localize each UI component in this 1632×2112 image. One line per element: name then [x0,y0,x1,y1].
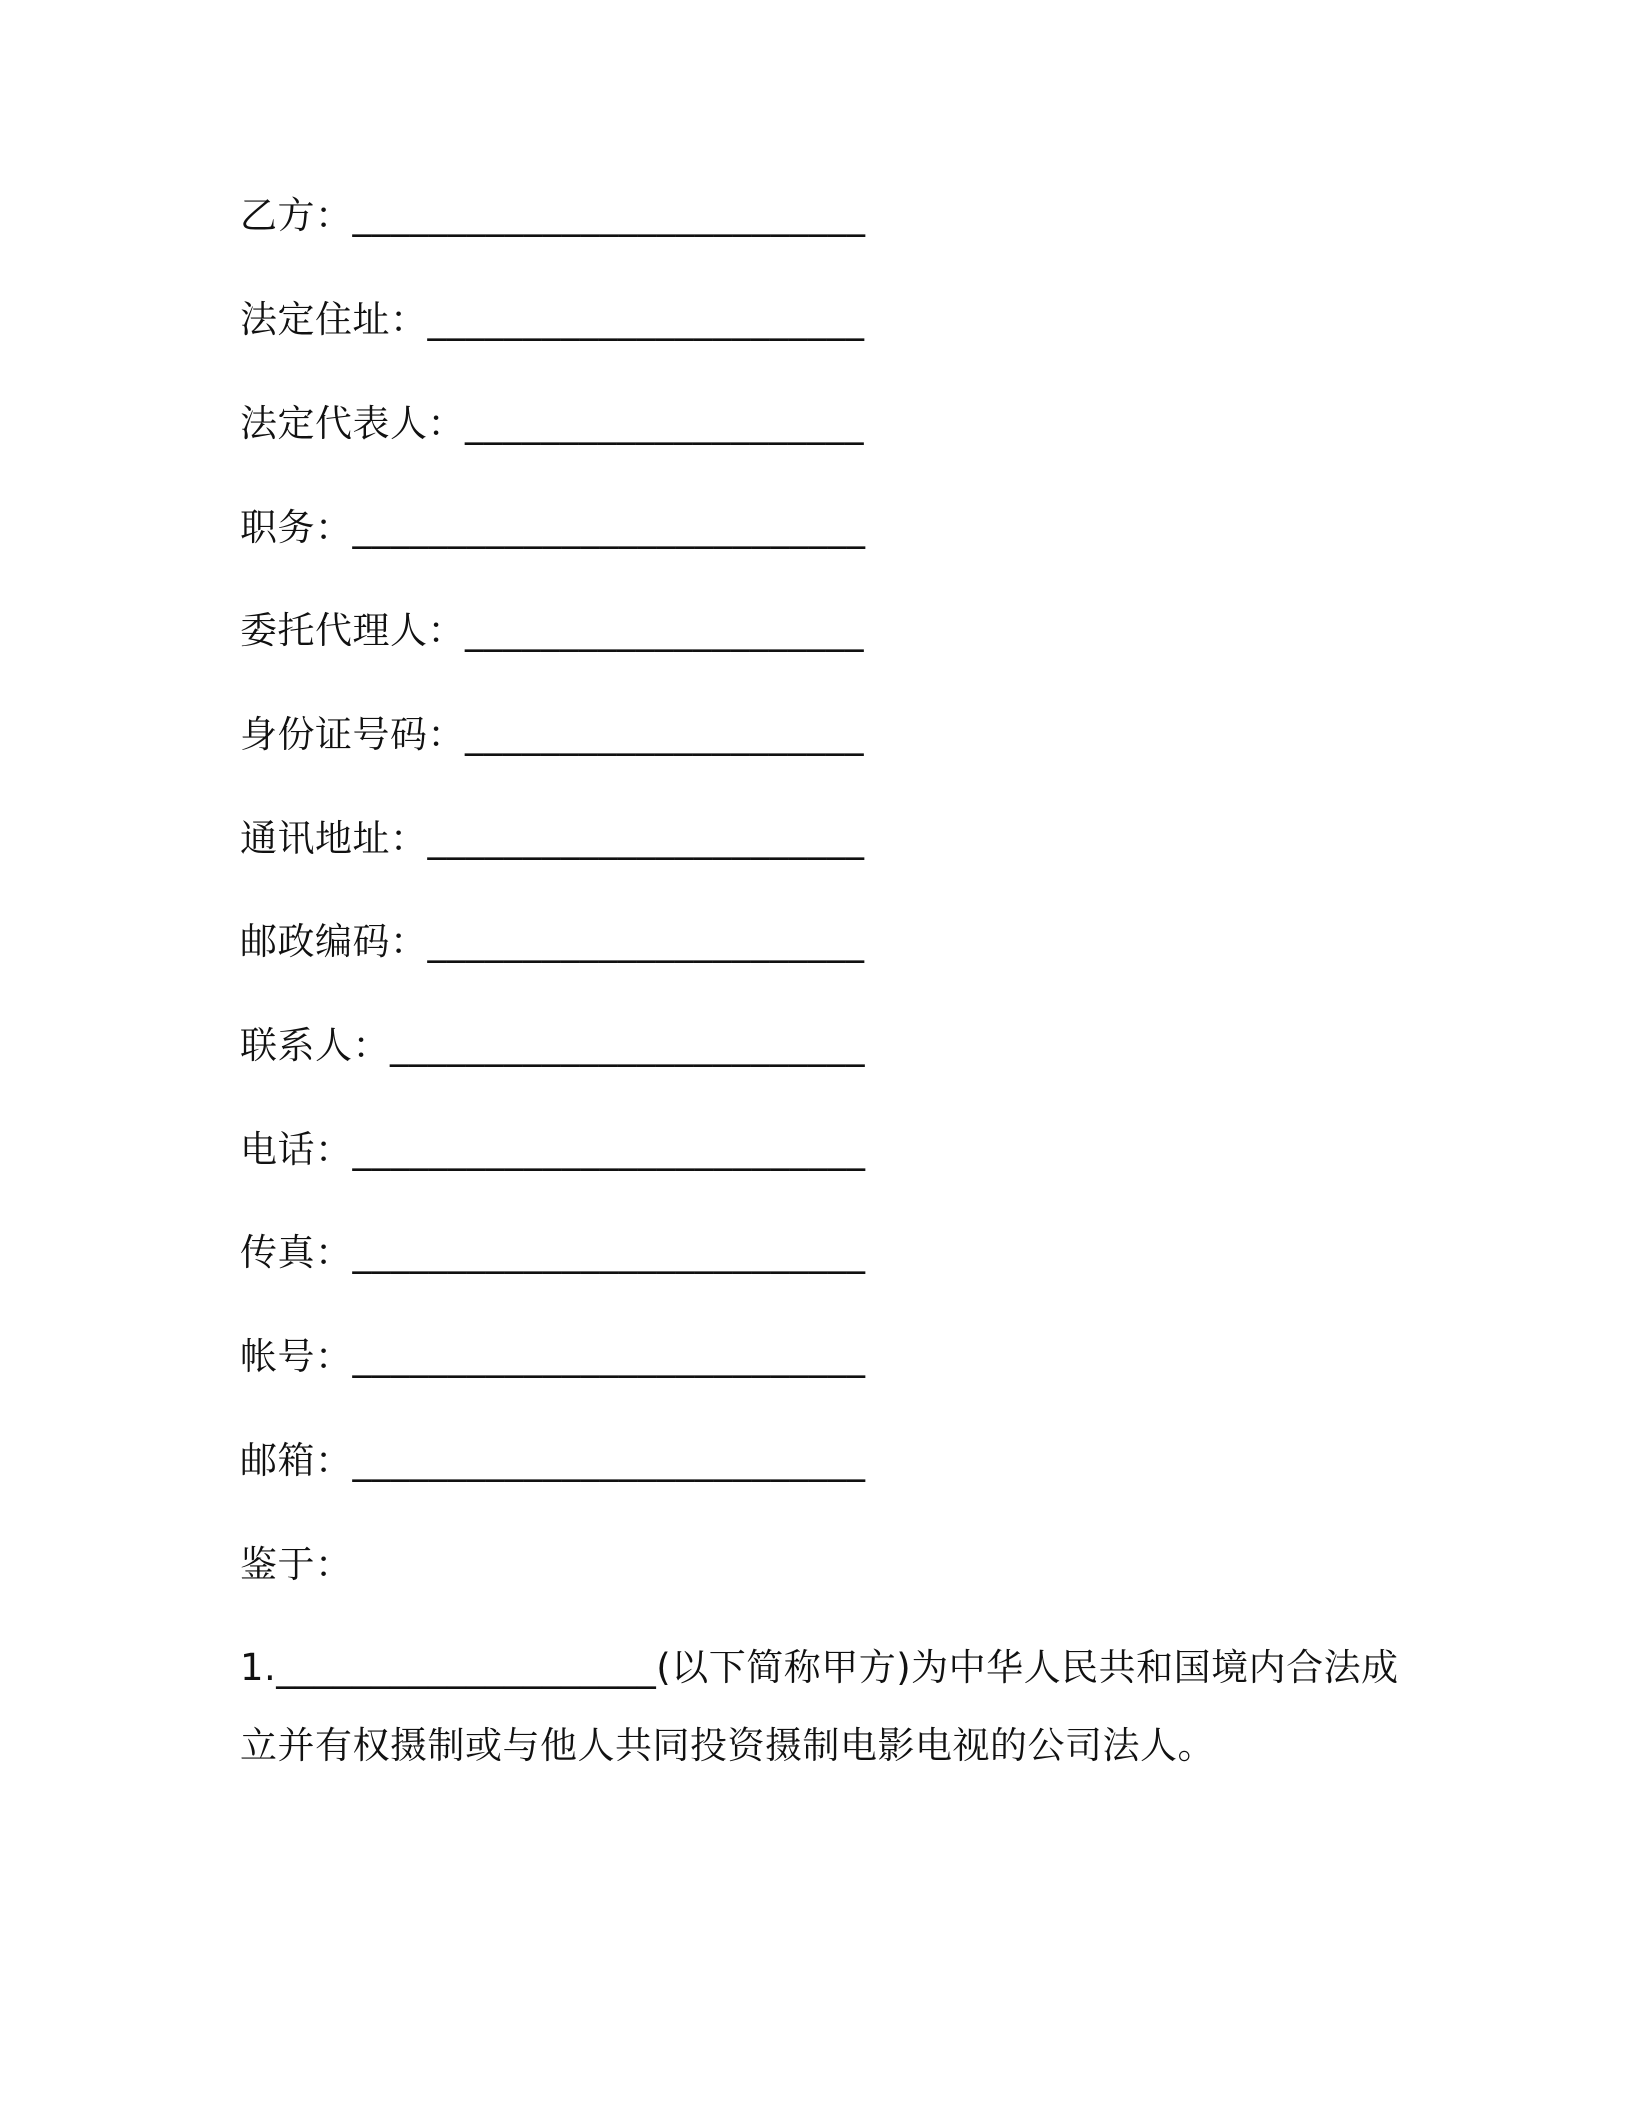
mailing-address-field: 通讯地址：_______________________ [240,817,865,860]
position-field: 职务：___________________________ [240,506,866,549]
legal-address-field: 法定住址：_______________________ [240,298,865,341]
id-number-field: 身份证号码：_____________________ [240,713,864,756]
party-b-field: 乙方：___________________________ [240,194,866,237]
clause-1-line-2: 立并有权摄制或与他人共同投资摄制电影电视的公司法人。 [240,1724,1215,1767]
account-field: 帐号：___________________________ [240,1335,866,1378]
authorized-agent-field: 委托代理人：_____________________ [240,609,864,652]
email-field: 邮箱：___________________________ [240,1439,866,1482]
fax-field: 传真：___________________________ [240,1231,866,1274]
contact-person-field: 联系人：_________________________ [240,1024,865,1067]
postal-code-field: 邮政编码：_______________________ [240,920,865,963]
legal-representative-field: 法定代表人：_____________________ [240,402,864,445]
phone-field: 电话：___________________________ [240,1128,866,1171]
whereas-heading: 鉴于： [240,1543,353,1586]
clause-1-line-1: 1.____________________(以下简称甲方)为中华人民共和国境内合法成 [240,1646,1399,1689]
